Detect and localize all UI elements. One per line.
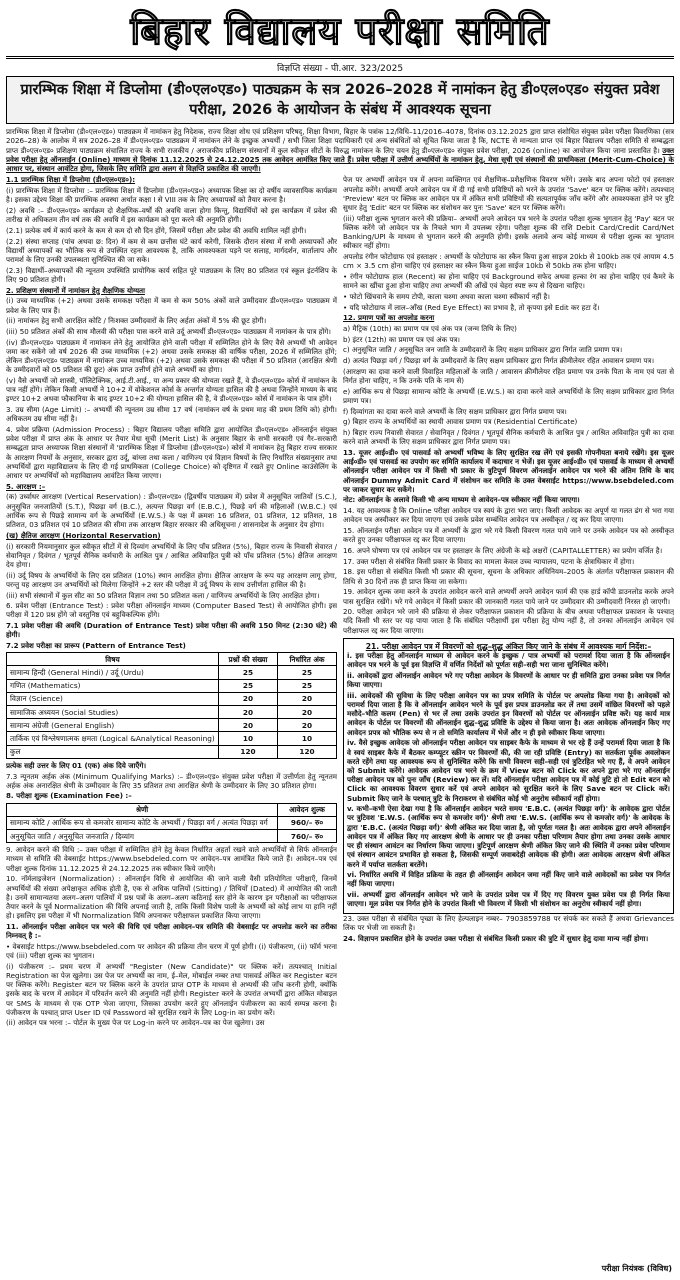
- intro-highlight: उक्त प्रवेश परीक्षा हेतु ऑनलाईन (Online) माध्यम से दिनांक 11.12.2025 से 24.12.2025 तक आवेदन आमंत्रित किए जाते हैं। प्रवेश परीक्षा में उत्तीर्ण अभ्यर्थियों के नामांकन हेतु, मेधा सूची एवं संस्थानों की प्राथमिकता (Merit-Cum-Choice) के आधार पर, संस्थान आवंटित होगा, जिसके लिए समिति द्वारा अलग से विज्ञप्ति प्रकाशित की जाएगी।: [6, 145, 674, 174]
- table-row: [7, 692, 337, 705]
- paragraph: 20. परीक्षा आवेदन भरे जाने की प्रक्रिया से लेकर परीक्षाफल प्रकाशन की प्रक्रिया के बीच अथवा परीक्षाफल प्रकाशन के पश्चात् यदि किसी भी स्तर पर यह पाया जाता है कि संबंधित परीक्षार्थी इस परीक्षा हेतु योग्य नहीं है, तो उनका ऑनलाईन आवेदन एवं परीक्षाफल रद्द कर दिया जाएगा।: [343, 607, 674, 635]
- photo-guidelines-list: [343, 272, 674, 312]
- table-row: [7, 732, 337, 745]
- notice-title: प्रारम्भिक शिक्षा में डिप्लोमा (डी०एल०एड०) पाठ्यक्रम के सत्र 2026–2028 में नामांकन हेतु डी०एल०एड० संयुक्त प्रवेश परीक्षा, 2026 के आयोजन के संबंध में आवश्यक सूचना: [6, 76, 674, 124]
- table-cell: 20: [219, 706, 278, 719]
- paragraph: 24. विज्ञापन प्रकाशित होने के उपरांत उक्त परीक्षा से संबंधित किसी प्रकार की त्रुटि में सुधार हेतु दावा मान्य नहीं होगा।: [343, 933, 649, 943]
- table-cell: सामान्य अंग्रेजी (General English): [7, 719, 219, 732]
- table-row: [7, 679, 337, 692]
- paragraph: 16. अपने घोषणा पत्र एवं आवेदन पत्र पर हस्ताक्षर के लिए अंग्रेजी के बड़े अक्षरों (CAPITALLETTER) का प्रयोग वर्जित है।: [343, 546, 663, 555]
- list-item: f) दिव्यांगता का दावा करने वाले अभ्यर्थी के लिए सक्षम प्राधिकार द्वारा निर्गत प्रमाण पत्र।: [343, 406, 567, 416]
- paragraph: 9. आवेदन करने की विधि :– उक्त परीक्षा में सम्मिलित होने हेतु केवल निर्धारित अहर्ता रखने वाले अभ्यर्थियों से सिर्फ ऑनलाईन माध्यम से समिति की वेबसाईट https://www.bsebdeled.com पर आवेदन–पत्र आमंत्रित किये जाते हैं। आवेदन–पत्र एवं परीक्षा शुल्क दिनांक 11.12.2025 से 24.12.2025 तक स्वीकार किये जाएँगे।: [6, 845, 337, 873]
- table-cell: 25: [278, 679, 337, 692]
- paragraph: (क) उर्ध्वाधर आरक्षण (Vertical Reservation) : डी०एल०एड० (द्विवर्षीय पाठ्यक्रम में) प्रवेश में अनुसूचित जातियों (S.C.), अनुसूचित जनजातियों (S.T.), पिछड़ा वर्ग (B.C.), अत्यन्त पिछड़ा वर्ग (E.B.C.), पिछड़े वर्ग की महिलाओं (W.B.C.) एवं आर्थिक रूप से पिछड़े सामान्य वर्ग के अभ्यर्थियों (E.W.S.) के पक्ष में क्रमशः 16 प्रतिशत, 01 प्रतिशत, 12 प्रतिशत, 18 प्रतिशत, 03 प्रतिशत एवं 10 प्रतिशत की सीमा तक आरक्षण बिहार सरकार की अधिसूचना / शासनादेश के अनुसार देय होगा।: [6, 492, 337, 530]
- left-column: [6, 175, 337, 1210]
- table-row: [7, 666, 337, 679]
- list-item: g) बिहार राज्य के अभ्यर्थियों का स्थायी आवास प्रमाण पत्र (Residential Certificate): [343, 417, 578, 427]
- two-column-body: [6, 175, 674, 1210]
- table-row: [7, 706, 337, 719]
- paragraph: 17. उक्त परीक्षा से संबंधित किसी प्रकार के विवाद का मामला केवल उच्च न्यायालय, पटना के क्षेत्राधिकार में होगा।: [343, 556, 635, 566]
- paragraph: (v) वैसे अभ्यर्थी जो शास्त्री, पॉलिटेक्निक, आई.टी.आई., या अन्य प्रकार की योग्यता रखते हैं, वे डी०एल०एड० कोर्स में नामांकन के पात्र नहीं होंगे। लेकिन किसी अभ्यर्थी ने 10+2 में वोकेशनल कोर्स के अन्तर्गत योग्यता हासिल की है अथवा जिन्होंने माध्यम के बाद इण्टर 10+2 अथवा फौकानिया के बाद इण्टर 10+2 की योग्यता हासिल की है, वे डी०एल०एड० कोर्स में नामांकन के पात्र होंगे।: [6, 376, 337, 404]
- table-cell: अनुसूचित जाति / अनुसूचित जनजाति / दिव्यांग: [7, 830, 278, 843]
- table-cell: 25: [278, 666, 337, 679]
- table-cell: 120: [278, 745, 337, 758]
- table-cell: 120: [219, 745, 278, 758]
- paragraph: 10. नॉर्मलाइजेशन (Normalization) : ऑनलाईन विधि से आयोजित की जाने वाली वैसी प्रतियोगिता परीक्षाएँ, जिनमें अभ्यर्थियों की संख्या अपेक्षाकृत अधिक होती है, एक से अधिक पालियों (Sitting) / तिथियों (Dated) में आयोजित की जाती है। उनमें सामान्यतया अलग–अलग पालियों में प्रश्न पत्रों के अलग–अलग कठिनाई स्तर होने के कारण इन परीक्षाओं का परीक्षाफल तैयार करने के पूर्व Normalization की विधि अपनाई जाती है, ताकि किसी विशेष पाली के अभ्यर्थी को कोई लाभ या हानि नहीं हो। इसलिए इस परीक्षा में भी Normalization विधि अपनाकर परीक्षाफल प्रकाशित किया जाएगा।: [6, 874, 337, 921]
- intro-paragraph: [6, 127, 674, 173]
- paragraph: (i) पंजीकरण :– प्रथम चरण में अभ्यर्थी "Register (New Candidate)" पर क्लिक करें। तत्पश्चात् Initial Registration का पेज खुलेगा। उस पेज पर अभ्यर्थी का नाम, ई–मेल, मोबाईल नम्बर तथा पासवर्ड अंकित कर Register बटन पर क्लिक करेंगे। Register बटन पर क्लिक करने के उपरांत प्राप्त OTP के माध्यम से अभ्यर्थी की जाँच करनी होगी, क्योंकि इसके बाद के चरण में आवेदन में परिवर्तन करने की अनुमति नहीं होगी। Register करने के उपरांत अभ्यर्थी द्वारा अंकित मोबाइल पर SMS के माध्यम से एक OTP भेजा जाएगा, जिसका उपयोग करते हुए ऑनलाईन पंजीकरण का कार्य सम्पन्न करना है। पंजीकरण के पश्चात् प्राप्त User ID एवं Password को सुरक्षित रखने के लिए Log-in का प्रयोग करें।: [6, 961, 337, 1017]
- table-header: विषय: [7, 653, 219, 666]
- certificate-list: [343, 324, 674, 446]
- table-cell: 960/– रु०: [278, 816, 337, 829]
- section-heading: 11. ऑनलाईन परीक्षा आवेदन पत्र भरने की विधि एवं परीक्षा आवेदन–पत्र समिति की वेबसाईट पर अपलोड करने का तरीका निम्नवत् है :–: [6, 921, 337, 941]
- table-cell: कुल: [7, 745, 219, 758]
- table-header: श्रेणी: [7, 803, 278, 816]
- guidelines-box: [343, 638, 674, 914]
- list-item: a) मैट्रिक (10th) का प्रमाण पत्र एवं अंक पत्र (जन्म तिथि के लिए): [343, 324, 517, 334]
- paragraph: 15. ऑनलाईन परीक्षा आवेदन पत्र में अभ्यर्थी के द्वारा भरे गये किसी विवरण गलत पाये जाने पर उनके आवेदन पत्र को अस्वीकृत करते हुए उनका परीक्षाफल रद्द कर दिया जाएगा।: [343, 526, 674, 545]
- section-heading: (ख) क्षैतिज आरक्षण (Horizontal Reservation): [6, 530, 161, 540]
- paragraph: 13. यूजर आई०डी० एवं पासवर्ड को अभ्यर्थी भविष्य के लिए सुरक्षित रख लेंगे एवं इसकी गोपनीयता बनाये रखेंगे। इस यूजर आई०डी० एवं पासवर्ड का उपयोग कर समिति कार्यालय में कदाचार न भेजें। इस यूजर आई०डी० एवं पासवर्ड के माध्यम से अभ्यर्थी ऑनलाईन परीक्षा आवेदन पत्र में किसी भी प्रकार के त्रुटिपूर्ण विवरण ऑनलाईन आवेदन पत्र भरने की अंतिम तिथि के बाद ऑनलाईन Dummy Admit Card में संशोधन कर समिति के उक्त वेबसाईट https://www.bsebdeled.com पर जाकर सुधार कर सकेंगे।: [343, 447, 674, 494]
- table-cell: सामाजिक अध्ययन (Social Studies): [7, 706, 219, 719]
- list-item: vii. अभ्यर्थी द्वारा ऑनलाईन आवेदन भरे जाने के उपरांत प्रवेश पत्र में दिए गए विवरण युक्त प्रवेश पत्र ही निर्गत किया जाएगा। मूल प्रवेश पत्र निर्गत होने के उपरांत किसी भी विवरण में किसी भी संशोधन का अनुरोध स्वीकार्य नहीं होगा।: [347, 890, 670, 909]
- list-item: b) इंटर (12th) का प्रमाण पत्र एवं अंक पत्र।: [343, 334, 460, 344]
- paragraph: 19. आवेदन शुल्क जमा करने के उपरांत आवेदन करने वाले अभ्यर्थी अपने आवेदन फार्म की एक हार्ड कॉपी डाउनलोड करके अपने पास सुरक्षित रखेंगे। भरे गये आवेदन में किसी प्रकार की जानकारी गलत पाये जाने पर उम्मीदवार की उम्मीदवारी निरस्त हो जाएगी।: [343, 587, 674, 606]
- list-item: • फोटो खिंचवाने के समय टोपी, काला चश्मा अथवा काला चश्मा स्वीकार्य नहीं है।: [343, 291, 550, 301]
- list-item: c) अनुसूचित जाति / अनुसूचित जन जाति के उम्मीदवारों के लिए सक्षम प्राधिकार द्वारा निर्गत जाति प्रमाण पत्र।: [343, 345, 623, 355]
- table-cell: तार्किक एवं विश्लेषणात्मक क्षमता (Logical &Analytical Reasoning): [7, 732, 219, 745]
- paragraph: (i) सरकारी नियमानुसार कुल स्वीकृत सीटों में से दिव्यांग अभ्यर्थियों के लिए पाँच प्रतिशत (5%), बिहार राज्य के निवासी सेवारत / सेवानिवृत / दिवंगत / भूतपूर्व सैनिक कर्मचारी के आश्रित पुत्र / आश्रित अविवाहित पुत्री को पाँच प्रतिशत (5%) क्षैतिज आरक्षण देय होगा।: [6, 541, 337, 569]
- paragraph: 7.3 न्यूनतम अर्हक अंक (Minimum Qualifying Marks) :– डी०एल०एड० संयुक्त प्रवेश परीक्षा में उत्तीर्णता हेतु न्यूनतम अर्हक अंक अनारक्षित श्रेणी के उम्मीदवार के लिए 35 प्रतिशत तथा आरक्षित श्रेणी के उम्मीदवार के लिए 30 प्रतिशत होगा।: [6, 771, 337, 790]
- masthead: [6, 4, 674, 59]
- paragraph: (2.2) संस्था सप्ताह (पांच अथवा छ: दिन) में कम से कम छत्तीस घंटे कार्य करेगी, जिसके दौरान संस्था में सभी अध्यापकों और विद्यार्थी अध्यापकों का भौतिक रूप से उपस्थित रहना आवश्यक है, ताकि आवश्यकता पड़ने पर सलाह, मार्गदर्शन, वार्तालाप और परामर्श के लिए उनकी उपलब्धता सुनिश्चित की जा सके।: [6, 236, 337, 265]
- section-heading: 12. प्रमाण पत्रों का अपलोड करना: [343, 313, 435, 323]
- table-cell: सामान्य हिन्दी (General Hindi) / उर्दू (Urdu): [7, 666, 219, 679]
- table-row: [7, 816, 337, 829]
- table-cell: 20: [219, 719, 278, 732]
- paragraph: पेज पर अभ्यर्थी आवेदन पत्र में अपना व्यक्तिगत एवं शैक्षणिक–प्रशैक्षणिक विवरण भरेंगे। उसके बाद अपना फोटो एवं हस्ताक्षर अपलोड करेंगे। अभ्यर्थी अपने आवेदन पत्र में दी गई सभी प्रविष्टियों को भरने के उपरांत 'Save' बटन पर क्लिक करेंगे। तत्पश्चात् 'Preview' बटन पर क्लिक कर आवेदन पत्र में अंकित सभी प्रविष्टियों की सत्यतापूर्वक जाँच करेंगे और आवश्यकता होने पर त्रुटि सुधार हेतु 'Edit' बटन पर क्लिक कर संशोधन कर पुनः 'Save' बटन पर क्लिक करेंगे।: [343, 175, 674, 213]
- paragraph: (iii) परीक्षा शुल्क भुगतान करने की प्रक्रिया– अभ्यर्थी अपने आवेदन पत्र भरने के उपरांत परीक्षा शुल्क भुगतान हेतु 'Pay' बटन पर क्लिक करेंगे जो आवेदन पत्र के निचले भाग में उपलब्ध रहेगा। परीक्षा शुल्क की राशि Debit Card/Credit Card/Net Banking/UPI के माध्यम से भुगतान करने की अनुमति होगी। इसके अलावे अन्य कोई माध्यम से परीक्षा शुल्क का भुगतान स्वीकार नहीं होगा।: [343, 213, 674, 251]
- table-cell: 25: [219, 666, 278, 679]
- section-heading: 5. आरक्षण :–: [6, 481, 46, 491]
- paragraph: (iii) सभी संस्थानों में कुल सीट का 50 प्रतिशत विज्ञान तथा 50 प्रतिशत कला / वाणिज्य अभ्यर्थियों के लिए आरक्षित होगा।: [6, 590, 320, 600]
- paragraph: अपलोड रंगीन फोटोग्राफ एवं हस्ताक्षर : अभ्यर्थी के फोटोग्राफ का स्कैन किया हुआ साइज 20kb से 100kb तक एवं आयाम 4.5 cm × 3.5 cm होना चाहिए एवं हस्ताक्षर का स्कैन किया हुआ साईज 10kb से 50kb तक होना चाहिए।: [343, 252, 674, 271]
- list-item: h) बिहार राज्य निवासी सेवारत / सेवानिवृत / दिवंगत / भूतपूर्व सैनिक कर्मचारी के आश्रित पुत्र / आश्रित अविवाहित पुत्री का दावा करने वाले अभ्यर्थी के लिए सक्षम प्राधिकार द्वारा निर्गत प्रमाण पत्र।: [343, 428, 674, 447]
- paragraph: (ii) आवेदन पत्र भरना :– पोर्टल के मुख्य पेज पर Log-in करने पर आवेदन–पत्र का पेज खुलेगा। उस: [6, 1018, 265, 1028]
- list-item: i. इस परीक्षा हेतु ऑनलाईन माध्यम से आवेदन करने के इच्छुक / पात्र अभ्यर्थी को परामर्श दिया जाता है कि ऑनलाईन आवेदन पत्र भरने के पूर्व इस विज्ञप्ति में वर्णित निर्देशों को पूर्णतः सही–सही भरा जाना सुनिश्चित करेंगे।: [347, 651, 670, 670]
- paragraph: (2.1) प्रत्येक वर्ष में कार्य करने के कम से कम दो सौ दिन होंगे, जिसमें परीक्षा और प्रवेश की अवधि शामिल नहीं होगी।: [6, 226, 307, 235]
- paragraph: (iii) 50 प्रतिशत अंकों की साथ मौलवी की परीक्षा पास करने वाले उर्दू अभ्यर्थी डी०एल०एड० पाठ्यक्रम में नामांकन के पात्र होंगे।: [6, 327, 331, 337]
- list-item: ii. आवेदकों द्वारा ऑनलाईन आवेदन भरे गए परीक्षा आवेदन के विवरणों के आधार पर ही समिति द्वारा उनका प्रवेश पत्र निर्गत किया जाएगा।: [347, 670, 670, 690]
- guidelines-title: 21. परीक्षा आवेदन पत्र में विवरणों को शुद्ध–शुद्ध अंकित किए जाने के संबंध में आवश्यक मार्ग निर्देश:–: [365, 641, 652, 651]
- section-heading: 8. परीक्षा शुल्क (Examination Fee) :–: [6, 791, 132, 801]
- notice-number: विज्ञप्ति संख्या - पी.आर. 323/2025: [276, 64, 404, 74]
- list-item: iv. वैसे इच्छुक आवेदक जो ऑनलाईन परीक्षा आवेदन पत्र साइबर कैफे के माध्यम से भर रहे हैं उन्हें परामर्श दिया जाता है कि वे स्वयं साइबर कैफे में बैठकर कम्प्यूटर स्क्रीन पर विवरणों की, की जा रही प्रविष्टि (Entry) का सतर्कता पूर्वक अवलोकन करते रहेंगे तथा यह आवश्यक रूप से सुनिश्चित करेंगे कि सभी विवरण सही–सही एवं त्रुटिरहित भरे गए हैं, वे अपने आवेदन को Submit करेंगे। आवेदक आवेदन पत्र भरने के क्रम में View बटन को Click कर अपने द्वारा भरे गए ऑनलाईन परीक्षा आवेदन पत्र को पुनः जाँच (Review) कर लें। यदि ऑनलाईन परीक्षा आवेदन पत्र में कोई त्रुटि हो तो Edit बटन को Click का आवश्यक विवरण सुधार करें एवं अपने आवेदन को सुरक्षित करने के लिए Save बटन पर Click करें। Submit किए जाने के पश्चात् त्रुटि के निराकरण से संबंधित कोई भी अनुरोध स्वीकार्य नहीं होगा।: [347, 738, 670, 803]
- section-heading: 2. प्रशिक्षण संस्थानों में नामांकन हेतु शैक्षणिक योग्यता: [6, 285, 145, 295]
- paragraph: 18. इस परीक्षा से संबंधित किसी भी प्रकार की सूचना, सूचना के अधिकार अधिनियम–2005 के अंतर्गत परीक्षाफल प्रकाशन की तिथि से 30 दिनों तक ही प्राप्त किया जा सकेगा।: [343, 567, 674, 586]
- list-item: e) आर्थिक रूप से पिछड़ा सामान्य कोटि के अभ्यर्थी (E.W.S.) का दावा करने वाले अभ्यर्थियों के लिए सक्षम प्राधिकार द्वारा निर्गत प्रमाण पत्र।: [343, 386, 674, 405]
- table-cell: 10: [219, 732, 278, 745]
- paragraph: (2.3) विद्यार्थी–अध्यापकों की न्यूनतम उपस्थिति प्रायोगिक कार्य सहित पूरे पाठ्यक्रम के लिए 80 प्रतिशत एवं स्कूल इंटर्नशिप के लिए 90 प्रतिशत होगी।: [6, 265, 337, 285]
- paragraph: (iv) डी०एल०एड० पाठ्यक्रम में नामांकन लेने हेतु आयोजित होने वाली परीक्षा में सम्मिलित होने के लिए वैसे अभ्यर्थी भी आवेदन जमा कर सकेंगे जो वर्ष 2026 की उच्च माध्यमिक (+2) अथवा उसके समकक्ष की वार्षिक परीक्षा, 2026 में सम्मिलित होंगे; लेकिन डी०एल०एड० पाठ्यक्रम में नामांकन उच्च माध्यमिक (+2) अथवा उसके समकक्ष की परीक्षा में 50 प्रतिशत (आरक्षित श्रेणी के उम्मीदवारों को 05 प्रतिशत की छूट) अंक प्राप्त उत्तीर्ण होने वाले अभ्यर्थी का होगा।: [6, 337, 337, 375]
- list-item: • यदि फोटोग्राफ में लाल–आँख (Red Eye Effect) का प्रभाव है, तो कृपया इसे Edit कर हटा दें।: [343, 302, 600, 312]
- table-row: [7, 745, 337, 758]
- paragraph: प्रत्येक सही उत्तर के लिए 01 (एक) अंक दिये जाएँगे।: [6, 760, 147, 770]
- paragraph: (i) प्रारम्भिक शिक्षा में डिप्लोमा :– प्रारम्भिक शिक्षा में डिप्लोमा (डी०एल०एड०) अध्यापक शिक्षा का दो वर्षीय व्यावसायिक कार्यक्रम है। इसका उद्देश्य शिक्षा की प्रारम्भिक अवस्था अर्थात कक्षा I से VIII तक के लिए अध्यापकों को तैयार करना है।: [6, 186, 337, 205]
- table-cell: 10: [278, 732, 337, 745]
- paragraph: नोट: ऑनलाईन के अलावे किसी भी अन्य माध्यम से आवेदन–पत्र स्वीकार नहीं किया जाएगा।: [343, 495, 580, 505]
- section-heading: 1.1 प्रारम्भिक शिक्षा में डिप्लोमा (डी०एल०एड०):: [6, 175, 136, 185]
- guidelines-list: [347, 651, 670, 908]
- table-cell: गणित (Mathematics): [7, 679, 219, 692]
- list-item: • रंगीन फोटोग्राफ हाल (Recent) का होना चाहिए एवं Background सफेद अथवा हल्का रंग का होना चाहिए एवं कैमरे के सामने का खींचा हुआ होना चाहिए तथा अभ्यर्थी की आँखें एवं चेहरा स्पष्ट रूप से दिखना चाहिए।: [343, 272, 674, 291]
- paragraph: (ii) नामांकन हेतु सभी आरक्षित कोटि / निःशक्त उम्मीदवारों के लिए अर्हता अंकों में 5% की छूट होगी।: [6, 316, 267, 326]
- exam-fee-table: [6, 803, 337, 844]
- list-item: v. कभी–कभी ऐसा देखा गया है कि ऑनलाईन आवेदन भरते समय 'E.B.C. (अत्यंत पिछड़ा वर्ग)' के आवेदक द्वारा पोर्टल पर त्रुटिवश 'E.W.S. (आर्थिक रूप से कमजोर वर्ग)' श्रेणी तथा 'E.W.S. (आर्थिक रूप से कमजोर वर्ग)' के आवेदक के द्वारा 'E.B.C. (अत्यंत पिछड़ा वर्ग)' श्रेणी अंकित कर दिया जाता है, जो पूर्णतः गलत है। अतः आवेदक द्वारा अपने ऑनलाईन आवेदन पत्र में अंकित किए गए आरक्षण श्रेणी के आधार पर ही उनका परीक्षा परिणाम तैयार होगा तथा उनका उसके आधार पर ही संस्थान आवंटन का निर्धारण किया जाएगा। त्रुटिपूर्ण आरक्षण श्रेणी अंकित किए जाने की स्थिति में उनका प्रवेश परिणाम एवं संस्थान आवंटन प्रभावित हो सकता है, जिसकी सम्पूर्ण जवाबदेही आवेदक की होगी। अतः आवेदक आरक्षण श्रेणी अंकित करने में पर्याप्त सतर्कता बरतेंगे।: [347, 804, 670, 869]
- table-row: [7, 830, 337, 843]
- paragraph: 7.2 प्रवेश परीक्षा का प्रारूप (Pattern of Entrance Test): [6, 641, 186, 651]
- table-cell: सामान्य कोटि / आर्थिक रूप से कमजोर सामान्य कोटि के अभ्यर्थी / पिछड़ा वर्ग / अत्यंत पिछड़ा वर्ग: [7, 816, 278, 829]
- list-item: vi. निर्धारित अवधि में विहित प्रक्रिया के तहत ही ऑनलाईन आवेदन जमा नहीं किए जाने वाले आवेदकों का प्रवेश पत्र निर्गत नहीं किया जाएगा।: [347, 870, 670, 889]
- table-cell: 20: [278, 719, 337, 732]
- org-name: बिहार विद्यालय परीक्षा समिति: [130, 8, 550, 53]
- signature: परीक्षा नियंत्रक (विविध): [601, 1264, 672, 1273]
- list-item: d) अत्यंत पिछड़ा वर्ग / पिछड़ा वर्ग के उम्मीदवारों के लिए सक्षम प्राधिकार द्वारा निर्गत क्रीमीलेयर रहित आवासन प्रमाण पत्र।: [343, 356, 655, 366]
- table-cell: 20: [278, 692, 337, 705]
- list-item: (आरक्षण का दावा करने वाली विवाहित महिलाओं के जाति / आवासन क्रीमीलेयर रहित प्रमाण पत्र उनके पिता के नाम एवं पता से निर्गत होना चाहिए, न कि उनके पति के नाम से): [343, 366, 674, 386]
- paragraph: 14. यह आवश्यक है कि Online परीक्षा आवेदन पत्र स्वयं के द्वारा भरा जाए। किसी आवेदक का अपूर्ण या गलत ढंग से भरा गया आवेदन पत्र अस्वीकार कर दिया जाएगा एवं उसके प्रवेश सम्बंधित आवेदन पत्र अस्वीकृत / रद्द कर दिया जाएगा।: [343, 506, 674, 525]
- paragraph: 3. उम्र सीमा (Age Limit) :– अभ्यर्थी की न्यूनतम उम्र सीमा 17 वर्ष (नामांकन वर्ष के प्रथम माह की प्रथम तिथि को) होगी। अधिकतम उम्र सीमा नहीं है।: [6, 405, 337, 424]
- paragraph: • वेबसाईट https://www.bsebdeled.com पर आवेदन की प्रक्रिया तीन चरण में पूर्ण होगी। (i) पंजीकरण, (ii) फॉर्म भरना एवं (iii) परीक्षा शुल्क का भुगतान।: [6, 941, 337, 961]
- table-cell: 760/– रु०: [278, 830, 337, 843]
- paragraph: (ii) उर्दू विषय के अभ्यर्थियों के लिए दस प्रतिशत (10%) स्थान आरक्षित होगा। क्षैतिज आरक्षण के रूप यह आरक्षण लागू होगा, परन्तु यह आरक्षण उन अभ्यर्थियों को मिलेगा जिन्होंने +2 स्तर की परीक्षा में उर्दू विषय के साथ उत्तीर्णता हासिल की है।: [6, 570, 337, 589]
- paragraph: 23. उक्त परीक्षा से संबंधित पृच्छा के लिए हेल्पलाइन नम्बर– 7903859788 पर संपर्क कर सकते हैं अथवा Grievances लिंक पर भेजी जा सकती है।: [343, 914, 674, 933]
- paragraph: 4. प्रवेश प्रक्रिया (Admission Process) : बिहार विद्यालय परीक्षा समिति द्वारा आयोजित डी०एल०एड० ऑनलाईन संयुक्त प्रवेश परीक्षा में प्राप्त अंक के आधार पर तैयार मेधा सूची (Merit List) के अनुसार बिहार के सभी सरकारी एवं गैर–सरकारी सम्बद्धता प्राप्त अध्यापक शिक्षा संस्थानों में 'प्रारम्भिक शिक्षा में डिप्लोमा (डी०एल०एड०) कोर्स में नामांकन हेतु बिहार राज्य सरकार के आरक्षण नियमों के अनुसार, सरकार द्वारा उर्दू, बांग्ला तथा कला / वाणिज्य एवं विज्ञान विषयों के लिए निर्धारित संख्यानुसार तथा अभ्यर्थियों द्वारा महाविद्यालय के लिए दी गई प्राथमिकता (College Choice) को दृष्टिगत में रखते हुए Online काउंसेलिंग के आधार पर अभ्यर्थियों को महाविद्यालय आवंटित किया जाएगा।: [6, 425, 337, 481]
- table-row: [7, 719, 337, 732]
- table-cell: 25: [219, 679, 278, 692]
- intro-text: प्रारम्भिक शिक्षा में डिप्लोमा (डी०एल०एड०) पाठ्यक्रम में नामांकन हेतु निदेशक, राज्य शिक्षा शोध एवं प्रशिक्षण परिषद्, शिक्षा विभाग, बिहार के पत्रांक 12/विधि–11/2016–4078, दिनांक 03.12.2025 द्वारा प्राप्त संशोधित संयुक्त प्रवेश परीक्षा विवरणिका (सत्र 2026–28) के आलोक में सत्र 2026–28 में डी०एल०एड० पाठ्यक्रम में नामांकन लेने के इच्छुक अभ्यर्थी / सभी जिला शिक्षा पदाधिकारी एवं अन्य संबंधितों को सूचित किया जाता है कि, NCTE से मान्यता प्राप्त एवं बिहार विद्यालय परीक्षा समिति से सम्बद्धता प्राप्त डी०एल०एड० प्रशिक्षण पाठ्यक्रम संचालित राज्य के सभी राजकीय / अराजकीय प्रशिक्षण संस्थानों में कुल स्वीकृत सीटों के विरुद्ध नामांकन के लिए चयन हेतु डी०एल०एड० संयुक्त प्रवेश परीक्षा, 2026 (online) का आयोजन किया जाना प्रस्तावित है।: [6, 127, 674, 155]
- paragraph: (i) उच्च माध्यमिक (+2) अथवा उसके समकक्ष परीक्षा में कम से कम 50% अंकों वाले उम्मीदवार डी०एल०एड० पाठ्यक्रम में प्रवेश के लिए पात्र हैं।: [6, 296, 337, 315]
- list-item: iii. आवेदकों की सुविधा के लिए परीक्षा आवेदन पत्र का प्रपत्र समिति के पोर्टल पर अपलोड किया गया है। आवेदकों को परामर्श दिया जाता है कि वे ऑनलाईन आवेदन भरने के पूर्व इस प्रपत्र डाउनलोड कर लें तथा उसमें वांछित विवरणों को पहले मसौदे–भौति कलम (Pen) से भर लें तथा उसके उपरांत इन विवरणों को पोर्टल पर ऑनलाईन प्रविष्ट करें। यह कार्य मात्र आवेदन के पोर्टल पर विवरणों की ऑनलाईन शुद्ध–शुद्ध प्रविष्टि के उद्देश्य से किया जाना है। अतः आवेदक ऑनलाईन किए गए आवेदन प्रपत्र को भौतिक रूप से न तो समिति कार्यालय में भेजें और न ही इसे स्वीकार किया जाएगा।: [347, 690, 670, 737]
- right-column: [343, 175, 674, 1210]
- table-header: आवेदन शुल्क: [278, 803, 337, 816]
- table-header: निर्धारित अंक: [278, 653, 337, 666]
- exam-pattern-table: [6, 652, 337, 759]
- table-header: प्रश्नों की संख्या: [219, 653, 278, 666]
- paragraph: 7.1 प्रवेश परीक्षा की अवधि (Duration of Entrance Test) प्रवेश परीक्षा की अवधि 150 मिनट (2:30 घंटे) की होगी।: [6, 621, 337, 640]
- paragraph: 6. प्रवेश परीक्षा (Entrance Test) : प्रवेश परीक्षा ऑनलाईन माध्यम (Computer Based Test) से आयोजित होगी। इस परीक्षा में 120 प्रश्न होंगे जो वस्तुनिष्ठ एवं बहुविकल्पिक होंगे।: [6, 601, 337, 620]
- paragraph: (2) अवधि :– डी०एल०एड० कार्यक्रम दो शैक्षणिक–वर्षों की अवधि वाला होगा किन्तु, विद्यार्थियों को इस कार्यक्रम में प्रवेश की तारीख से अधिकतम तीन वर्ष तक की अवधि में इस कार्यक्रम को पूरा करने की अनुमति होगी।: [6, 206, 337, 225]
- table-cell: विज्ञान (Science): [7, 692, 219, 705]
- table-cell: 20: [219, 692, 278, 705]
- table-cell: 20: [278, 706, 337, 719]
